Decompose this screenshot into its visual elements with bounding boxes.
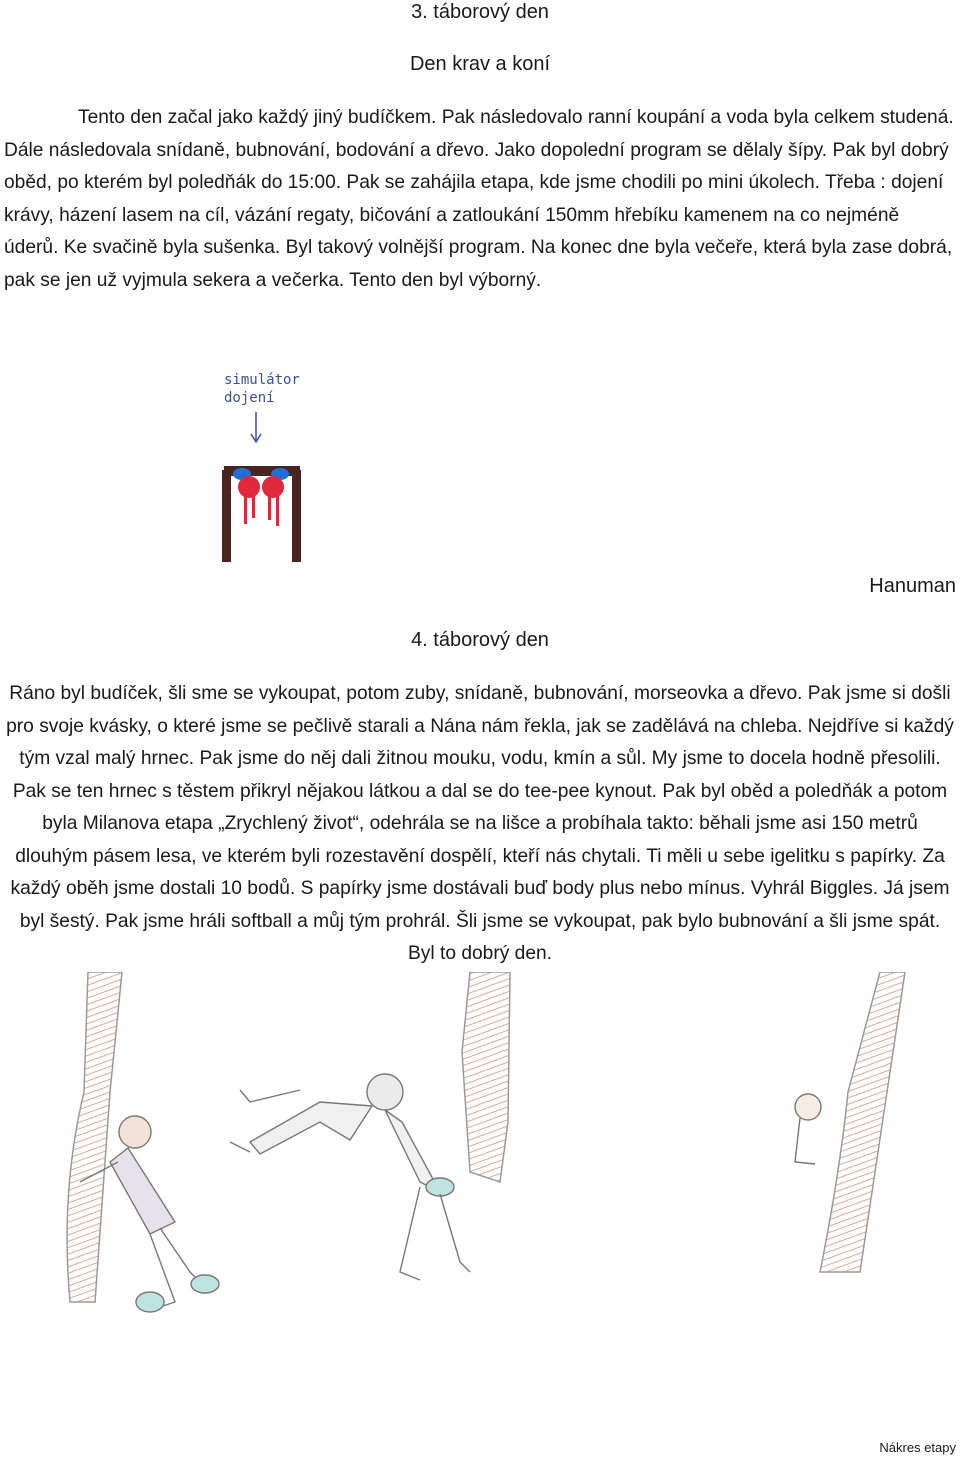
section3-paragraph-text: Tento den začal jako každý jiný budíčkem. Pak následovalo ranní koupání a voda byla celkem studená. Dále následovala snídaně, bubnování, bodování a dřevo. Jako dopolední program se dělaly šípy. Pak byl dobrý oběd, po kterém byl poledňák do 15:00. Pak se zahájila etapa, kde jsme chodili po mini úkolech. Třeba : dojení krávy, házení lasem na cíl, vázání regaty, bičování a zatloukání 150mm hřebíku kamenem na co nejméně úderů. Ke svačině byla sušenka. Byl takový volnější program. Na konec dne byla večeře, která byla zase dobrá, pak se jen už vyjmula sekera a večerka. Tento den byl výborný. [4,107,954,291]
stage-sketch-drawing [0,972,960,1432]
tree-right [820,972,905,1272]
tree-center [462,972,510,1182]
child-figure-right [795,1094,821,1164]
milking-simulator-drawing [210,362,320,572]
drawing-label-line1: simulátor [224,372,300,388]
section3-title: 3. táborový den [411,1,549,23]
adult-catcher-figure [230,1074,470,1280]
teat-4 [276,496,279,526]
tree-left [67,972,122,1302]
frame-left-leg [222,470,231,562]
teat-3 [268,496,271,520]
section3-paragraph [4,102,954,297]
frame-right-leg [292,470,301,562]
udder-left [238,476,260,498]
drawing-label-line2: dojení [224,390,275,406]
section4-paragraph: Ráno byl budíček, šli sme se vykoupat, potom zuby, snídaně, bubnování, morseovka a dřevo. Pak jsme si došli pro svoje kvásky, o které jsme se pečlivě starali a Nána nám řekla, jak se zadělává na chleba. Nejdříve si každý tým vzal malý hrnec. Pak jsme do něj dali žitnou mouku, vodu, kmín a sůl. My jsme to docela hodně přesolili. Pak se ten hrnec s těstem přikryl nějakou látkou a dal se do tee-pee kynout. Pak byl oběd a poledňák a potom byla Milanova etapa „Zrychlený život“, odehrála se na lišce a probíhala takto: běhali jsme asi 150 metrů dlouhým pásem lesa, ve kterém byli rozestavění dospělí, kteří nás chytali. Ti měli u sebe igelitku s papírky. Za každý oběh jsme dostali 10 bodů. S papírky jsme dostávali buď body plus nebo mínus. Vyhrál Biggles. Já jsem byl šestý. Pak jsme hráli softball a můj tým prohrál. Šli jsme se vykoupat, pak bylo bubnování a šli jsme spát. Byl to dobrý den. [6,683,954,964]
teat-1 [244,496,247,524]
section3-subtitle: Den krav a koní [409,53,551,75]
drawing-caption: Nákres etapy [879,1440,956,1455]
section3-author: Hanuman [869,575,956,597]
teat-2 [252,496,255,518]
section4-title: 4. táborový den [411,629,549,651]
udder-right [262,476,284,498]
